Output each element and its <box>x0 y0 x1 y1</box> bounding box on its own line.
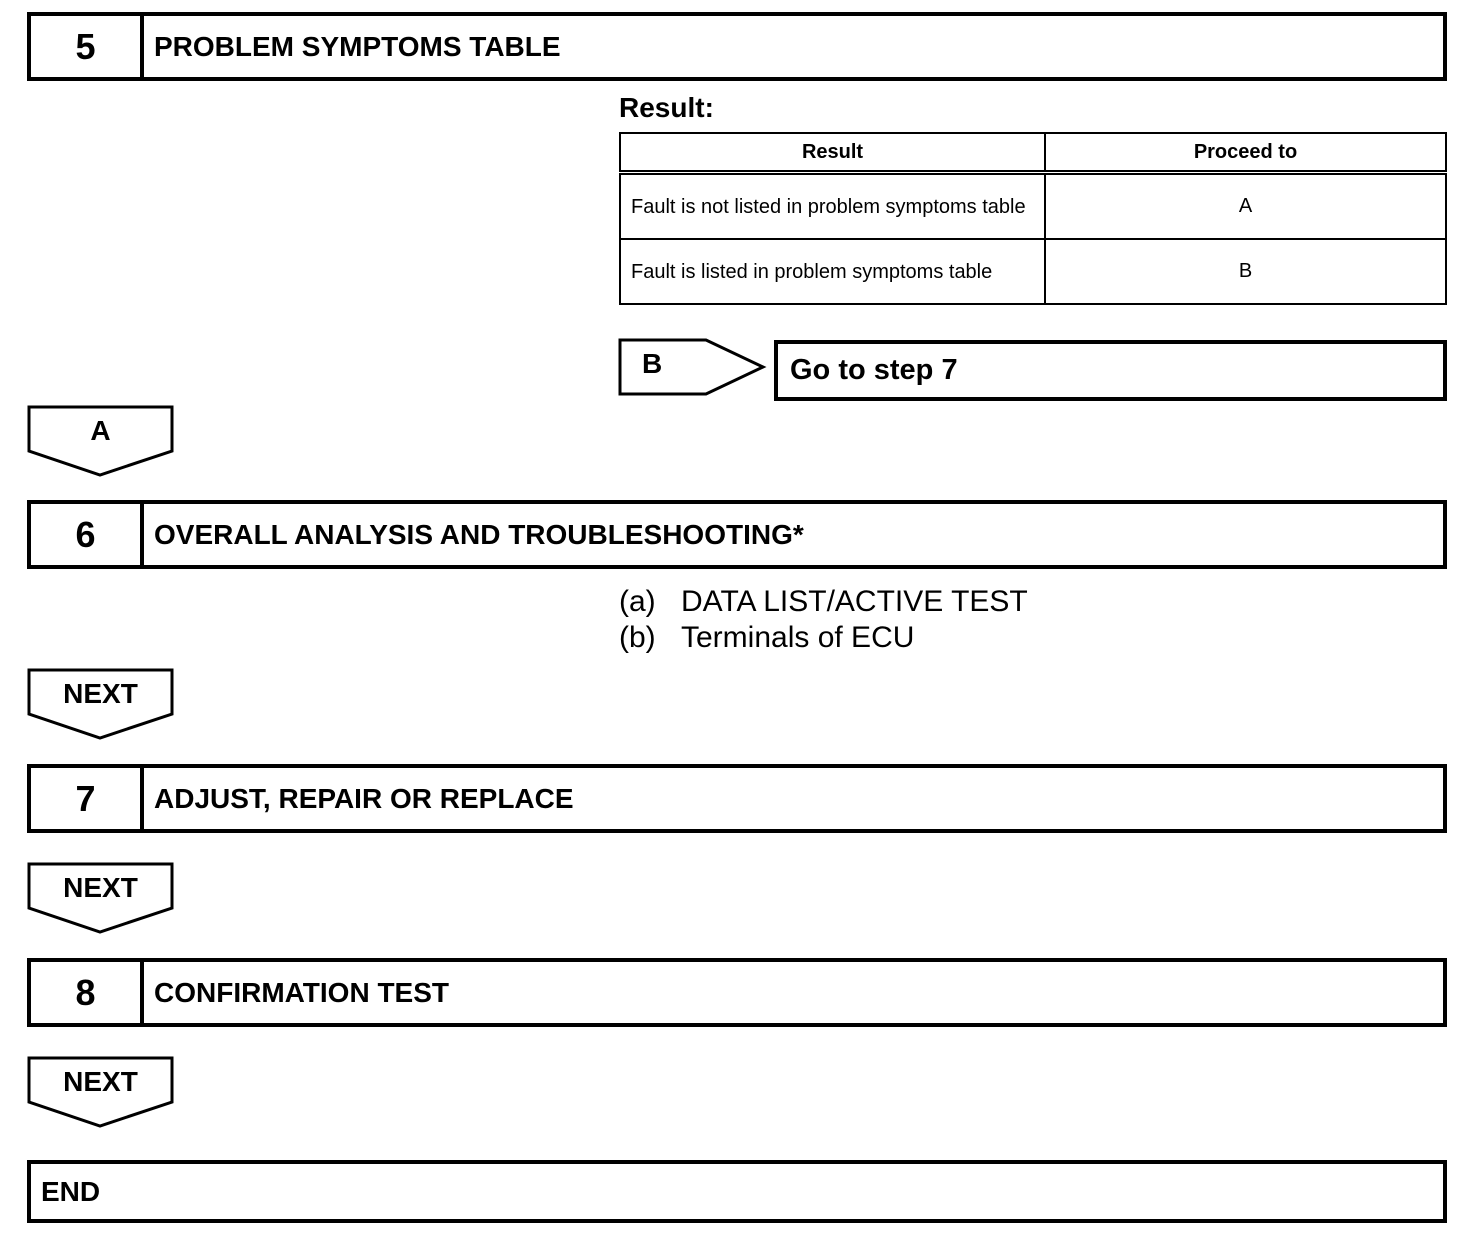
step-6-items <box>619 584 1028 656</box>
goto-step-box: Go to step 7 <box>774 340 1447 401</box>
result-proceed: A <box>1045 173 1446 240</box>
result-label: Result: <box>619 92 714 123</box>
end-box: END <box>27 1160 1447 1223</box>
result-proceed: B <box>1045 239 1446 304</box>
step-title: ADJUST, REPAIR OR REPLACE <box>154 782 574 814</box>
step-number: 7 <box>31 768 144 829</box>
item-text: Terminals of ECU <box>681 621 915 654</box>
step-title: CONFIRMATION TEST <box>154 976 450 1008</box>
column-header-result: Result <box>620 133 1045 173</box>
step-number: 5 <box>31 16 144 77</box>
branch-b-arrow[interactable] <box>618 338 768 396</box>
item-letter: (b) <box>619 621 656 654</box>
result-condition: Fault is listed in problem symptoms table <box>620 239 1045 304</box>
step-5-header <box>27 12 1447 81</box>
branch-b-label: B <box>642 348 663 379</box>
step-8-header <box>27 958 1447 1027</box>
list-item <box>619 584 1028 620</box>
table-row <box>620 173 1446 240</box>
next-arrow-3[interactable] <box>27 1056 174 1129</box>
step-title: PROBLEM SYMPTOMS TABLE <box>154 30 561 62</box>
next-arrow-1[interactable] <box>27 668 174 741</box>
step-number: 6 <box>31 504 144 565</box>
next-arrow-2[interactable] <box>27 862 174 935</box>
table-row <box>620 239 1446 304</box>
step-number: 8 <box>31 962 144 1023</box>
step-title: OVERALL ANALYSIS AND TROUBLESHOOTING* <box>154 518 804 550</box>
arrow-label: A <box>90 415 111 446</box>
arrow-a[interactable] <box>27 405 174 478</box>
arrow-label: NEXT <box>63 678 138 709</box>
step-7-header <box>27 764 1447 833</box>
right-arrow-icon <box>618 338 768 396</box>
result-table <box>619 132 1447 305</box>
step-6-header <box>27 500 1447 569</box>
table-header-row <box>620 133 1446 173</box>
result-condition: Fault is not listed in problem symptoms table <box>620 173 1045 240</box>
item-text: DATA LIST/ACTIVE TEST <box>681 585 1028 618</box>
arrow-label: NEXT <box>63 1066 138 1097</box>
arrow-label: NEXT <box>63 872 138 903</box>
item-letter: (a) <box>619 585 656 618</box>
list-item <box>619 620 1028 656</box>
column-header-proceed: Proceed to <box>1045 133 1446 173</box>
